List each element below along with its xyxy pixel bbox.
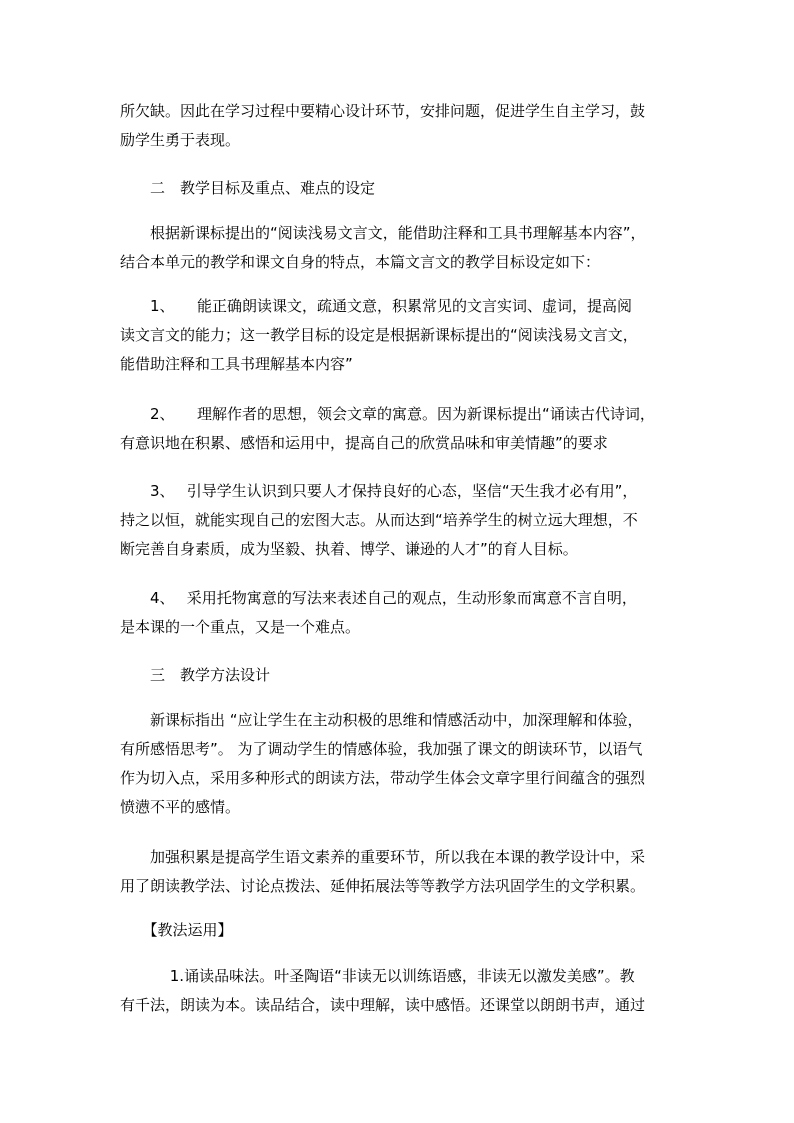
text-line: 断完善自身素质，成为坚毅、执着、博学、谦逊的人才”的育人目标。 xyxy=(120,540,578,558)
text-line: 4、 采用托物寓意的写法来表述自己的观点，生动形象而寓意不言自明， xyxy=(120,589,637,607)
section-heading-teaching-methods xyxy=(120,661,676,690)
goal-item-1 xyxy=(120,292,676,379)
section-heading-teaching-goals xyxy=(120,174,676,203)
text-line: 新课标指出 “应让学生在主动积极的思维和情感活动中，加深理解和体验， xyxy=(120,711,643,729)
heading-line: 三 教学方法设计 xyxy=(120,666,271,684)
goal-item-4 xyxy=(120,584,676,642)
text-line: 用了朗读教学法、讨论点拨法、延伸拓展法等等教学方法巩固学生的文学积累。 xyxy=(120,877,646,895)
text-line: 作为切入点，采用多种形式的朗读方法，带动学生体会文章字里行间蕴含的强烈 xyxy=(120,769,646,787)
text-line: 有所感悟思考”。 为了调动学生的情感体验，我加强了课文的朗读环节，以语气 xyxy=(120,740,643,758)
heading-line: 【教法运用】 xyxy=(120,921,233,939)
text-line: 1.诵读品味法。叶圣陶语“非读无以训练语感，非读无以激发美感”。教 xyxy=(120,967,635,985)
text-line: 读文言文的能力；这一教学目标的设定是根据新课标提出的“阅读浅易文言文， xyxy=(120,326,638,344)
section-heading-method-application xyxy=(120,916,676,945)
text-line: 能借助注释和工具书理解基本内容” xyxy=(120,355,353,373)
text-line: 持之以恒，就能实现自己的宏图大志。从而达到“培养学生的树立远大理想，不 xyxy=(120,511,638,529)
paragraph-methods-intro xyxy=(120,706,676,822)
text-line: 加强积累是提高学生语文素养的重要环节，所以我在本课的教学设计中，采 xyxy=(120,848,646,866)
goal-item-3 xyxy=(120,477,676,564)
paragraph-accumulation xyxy=(120,843,676,901)
paragraph-intro-continued xyxy=(120,97,676,155)
text-line: 是本课的一个重点，又是一个难点。 xyxy=(120,618,361,636)
text-line: 有意识地在积累、感悟和运用中，提高自己的欣赏品味和审美情趣”的要求 xyxy=(120,434,608,452)
text-line: 所欠缺。因此在学习过程中要精心设计环节，安排问题，促进学生自主学习，鼓 xyxy=(120,102,646,120)
text-line: 有千法，朗读为本。读品结合，读中理解，读中感悟。还课堂以朗朗书声，通过 xyxy=(120,996,646,1014)
text-line: 励学生勇于表现。 xyxy=(120,131,241,149)
heading-line: 二 教学目标及重点、难点的设定 xyxy=(120,179,376,197)
text-line: 结合本单元的教学和课文自身的特点，本篇文言文的教学目标设定如下： xyxy=(120,253,601,271)
text-line: 愤懑不平的感情。 xyxy=(120,798,241,816)
text-line: 2、 理解作者的思想，领会文章的寓意。因为新课标提出“诵读古代诗词， xyxy=(120,405,655,423)
goal-item-2 xyxy=(120,400,676,458)
text-line: 根据新课标提出的“阅读浅易文言文，能借助注释和工具书理解基本内容”， xyxy=(120,224,646,242)
text-line: 3、 引导学生认识到只要人才保持良好的心态，坚信“天生我才必有用”， xyxy=(120,482,638,500)
text-line: 1、 能正确朗读课文，疏通文意，积累常见的文言实词、虚词，提高阅 xyxy=(120,297,633,315)
paragraph-curriculum-standard xyxy=(120,219,676,277)
paragraph-reading-method xyxy=(120,962,676,1020)
